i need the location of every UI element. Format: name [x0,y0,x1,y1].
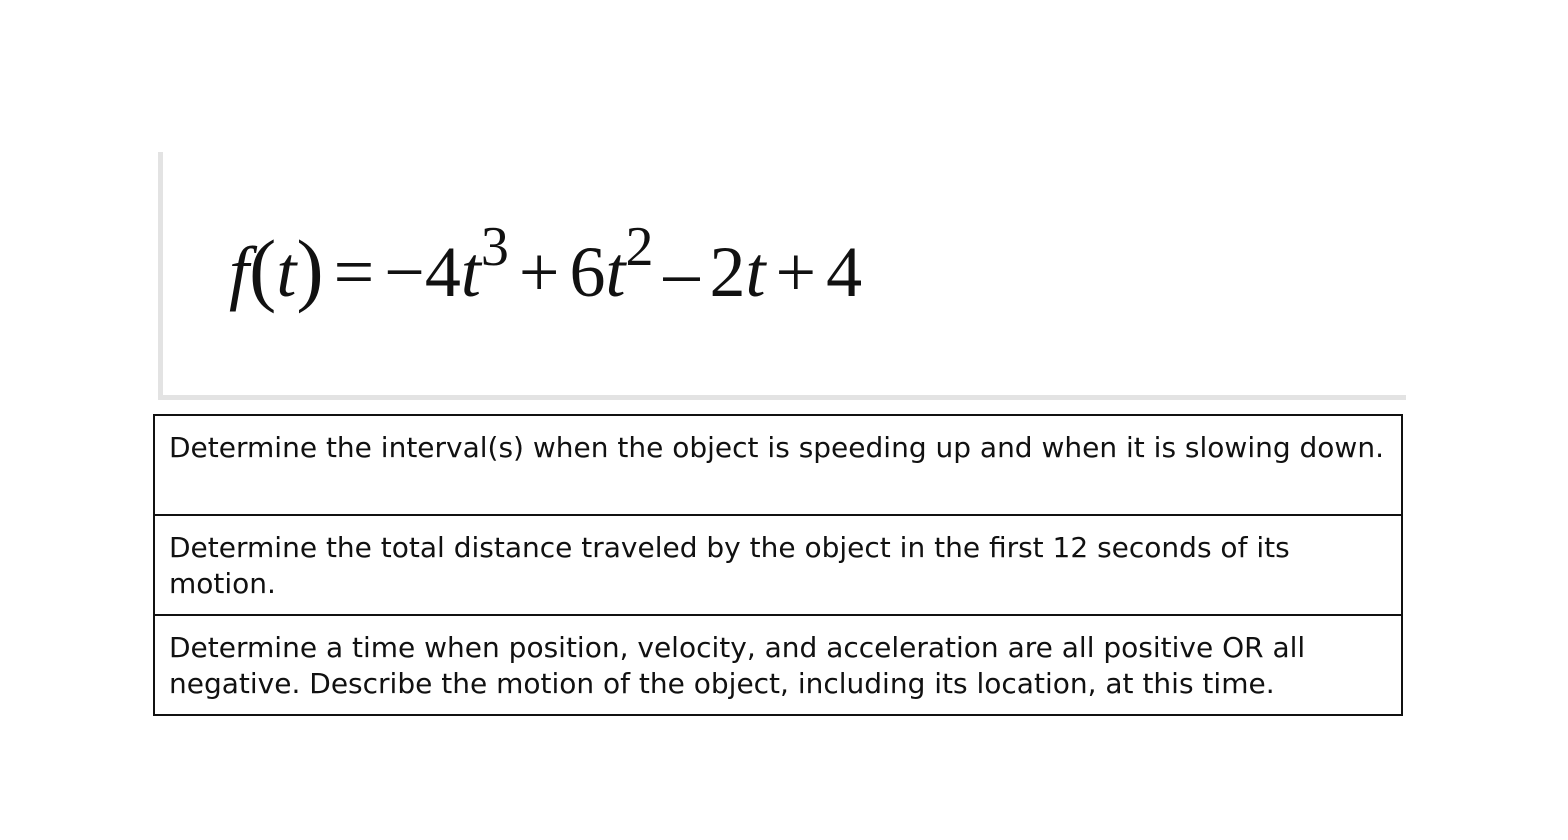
quadratic-exponent: 2 [625,216,654,278]
quadratic-variable: t [605,232,626,312]
cubic-exponent: 3 [480,216,509,278]
table-row [154,415,1402,515]
minus-sign: – [663,232,700,312]
linear-coefficient: 2 [709,232,746,312]
questions-table [153,414,1403,716]
left-paren: ( [249,223,277,314]
table-row [154,615,1402,715]
question-total-distance: Determine the total distance traveled by the object in the first 12 seconds of its motion. [154,515,1402,615]
function-variable: t [276,232,297,312]
plus-sign-constant: + [775,232,817,312]
table-row [154,515,1402,615]
position-function-equation [229,216,863,314]
right-paren: ) [296,223,324,314]
question-speeding-slowing: Determine the interval(s) when the object is speeding up and when it is slowing down. [154,415,1402,515]
constant-term: 4 [826,232,863,312]
cubic-variable: t [460,232,481,312]
function-name: f [229,232,250,312]
equation-panel [158,152,1406,400]
equals-sign: = [333,232,375,312]
question-same-sign-time: Determine a time when position, velocity, and acceleration are all positive OR all negative. Describe the motion of the object, including its location, at this time. [154,615,1402,715]
linear-variable: t [745,232,766,312]
plus-sign: + [518,232,560,312]
quadratic-coefficient: 6 [569,232,606,312]
cubic-coefficient: −4 [384,232,461,312]
